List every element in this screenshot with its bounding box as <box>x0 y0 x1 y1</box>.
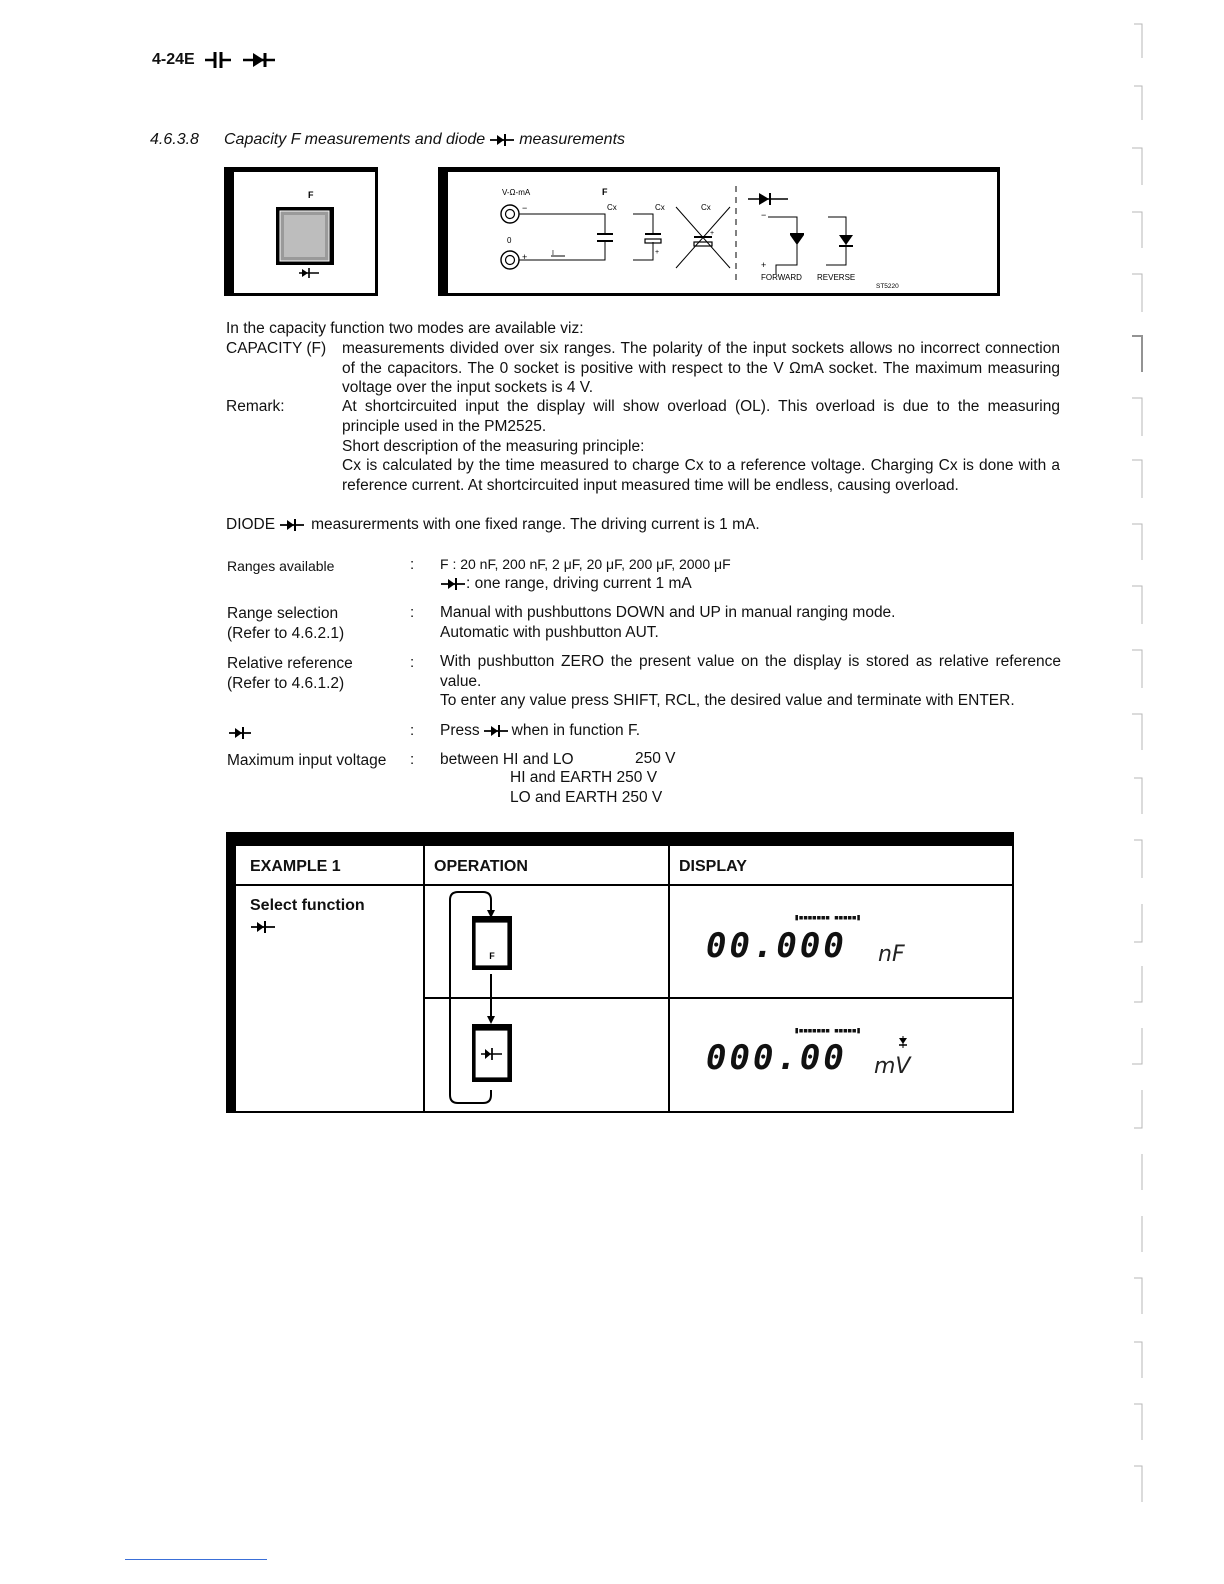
display-reading-capacity: 00.000 <box>706 926 847 966</box>
max-voltage-hi-earth: HI and EARTH 250 V <box>510 769 658 786</box>
connection-schematic <box>448 172 994 291</box>
diode-icon <box>440 576 466 592</box>
footer-rule <box>125 1559 267 1560</box>
diode-spec-press: Press <box>440 722 480 739</box>
svg-text:+: + <box>522 252 528 262</box>
diode-icon <box>279 517 305 533</box>
ranges-value-diode-row <box>440 574 1061 594</box>
max-voltage-hi-lo-value: 250 V <box>635 750 676 767</box>
display-unit-capacity: nF <box>878 942 905 967</box>
intro-text: In the capacity function two modes are available viz: <box>226 320 584 337</box>
remark-text-3: Cx is calculated by the time measured to charge Cx to a reference voltage. Charging Cx is done with a reference current. At shortcircuited input measured time will be endless, causing overload. <box>342 457 1060 494</box>
diode-function-button[interactable] <box>476 1030 508 1076</box>
section-number: 4.6.3.8 <box>150 131 199 148</box>
range-selection-manual: Manual with pushbuttons DOWN and UP in manual ranging mode. <box>440 604 896 621</box>
ranges-value-diode: : one range, driving current 1 mA <box>466 575 692 592</box>
scan-margin-marks <box>1128 20 1158 1520</box>
diode-label: DIODE <box>226 516 276 533</box>
max-voltage-hi-lo: between HI and LO <box>440 751 574 768</box>
cx-label-3: Cx <box>701 203 711 212</box>
forward-label: FORWARD <box>761 273 802 282</box>
connection-schematic-figure <box>438 167 1000 296</box>
diode-spec-symbol <box>228 724 252 742</box>
diode-icon <box>228 725 252 741</box>
display-reading-diode: 000.00 <box>706 1038 847 1078</box>
remark-label: Remark: <box>226 398 285 415</box>
range-selection-label: Range selection <box>227 605 339 622</box>
ranges-value-capacity: F : 20 nF, 200 nF, 2 μF, 20 μF, 200 μF, 2000 μF <box>440 556 731 572</box>
example-table <box>226 832 1014 1113</box>
range-selection-colon: : <box>410 604 415 621</box>
operation-toggle-diagram <box>436 890 536 1110</box>
relative-reference-label: Relative reference <box>227 655 353 672</box>
ranges-label: Ranges available <box>227 558 335 574</box>
operation-header: OPERATION <box>434 858 528 875</box>
cx-label-1: Cx <box>607 203 617 212</box>
section-title-start: Capacity F measurements and diode <box>224 131 486 148</box>
relative-reference-zero: With pushbutton ZERO the present value on the display is stored as relative reference value. <box>440 653 1061 690</box>
range-selection-auto: Automatic with pushbutton AUT. <box>440 624 659 641</box>
svg-text:+: + <box>655 249 660 256</box>
capacity-description: measurements divided over six ranges. The polarity of the input sockets allows no incorrect connection of the capacitors. The 0 socket is positive with respect to the V ΩmA socket. The maximum measuring voltage over the input sockets is 4 V. <box>342 340 1060 396</box>
diode-icon <box>250 919 276 935</box>
diode-description: measurerments with one fixed range. The driving current is 1 mA. <box>311 516 760 533</box>
socket-zero-label: 0 <box>507 236 512 245</box>
range-selection-ref: (Refer to 4.6.2.1) <box>227 625 345 642</box>
example-header: EXAMPLE 1 <box>250 858 341 875</box>
max-voltage-colon: : <box>410 751 415 768</box>
cx-label-2: Cx <box>655 203 665 212</box>
svg-text:I: I <box>552 250 554 257</box>
max-voltage-label: Maximum input voltage <box>227 752 387 769</box>
display-header: DISPLAY <box>679 858 747 875</box>
bargraph-dots: ▮▪▪▪▪▪▪▪ ▪▪▪▪▪▮ <box>794 1026 861 1036</box>
diode-spec-when: when in function F. <box>511 722 641 739</box>
diode-icon <box>489 132 515 148</box>
capacitor-icon <box>203 50 233 70</box>
socket-v-ohm-ma-label: V-Ω-mA <box>502 188 531 197</box>
diode-spec-value <box>440 721 1061 741</box>
section-heading <box>150 131 625 149</box>
diode-icon <box>483 723 509 739</box>
figure-code: ST5220 <box>876 283 899 290</box>
f-button-label: F <box>308 190 314 200</box>
f-function-button[interactable]: F <box>476 924 508 966</box>
diode-icon <box>896 1036 910 1048</box>
reverse-label: REVERSE <box>817 273 856 282</box>
ranges-colon: : <box>410 556 415 573</box>
relative-reference-enter: To enter any value press SHIFT, RCL, the desired value and terminate with ENTER. <box>440 692 1015 709</box>
remark-text-2: Short description of the measuring principle: <box>342 438 645 455</box>
function-button-figure <box>224 167 378 296</box>
section-title-end: measurements <box>519 131 626 148</box>
function-button-drawing <box>234 172 372 291</box>
step-select-function: Select function <box>250 897 365 914</box>
page-header <box>152 50 277 70</box>
function-f-label: F <box>602 187 608 197</box>
page-number: 4-24E <box>152 51 195 68</box>
svg-text:+: + <box>761 260 767 270</box>
svg-text:−: − <box>522 203 528 213</box>
relative-reference-ref: (Refer to 4.6.1.2) <box>227 675 345 692</box>
display-unit-diode: mV <box>874 1054 911 1079</box>
svg-text:+: + <box>710 230 715 237</box>
diode-icon <box>241 50 277 70</box>
relative-reference-colon: : <box>410 654 415 671</box>
capacity-label: CAPACITY (F) <box>226 340 327 357</box>
bargraph-dots: ▮▪▪▪▪▪▪▪ ▪▪▪▪▪▮ <box>794 913 861 923</box>
svg-text:−: − <box>761 210 767 220</box>
remark-text-1: At shortcircuited input the display will show overload (OL). This overload is due to the measuring principle used in the PM2525. <box>342 398 1060 435</box>
diode-paragraph <box>226 516 760 534</box>
max-voltage-lo-earth: LO and EARTH 250 V <box>510 789 663 806</box>
diode-spec-colon: : <box>410 722 415 739</box>
